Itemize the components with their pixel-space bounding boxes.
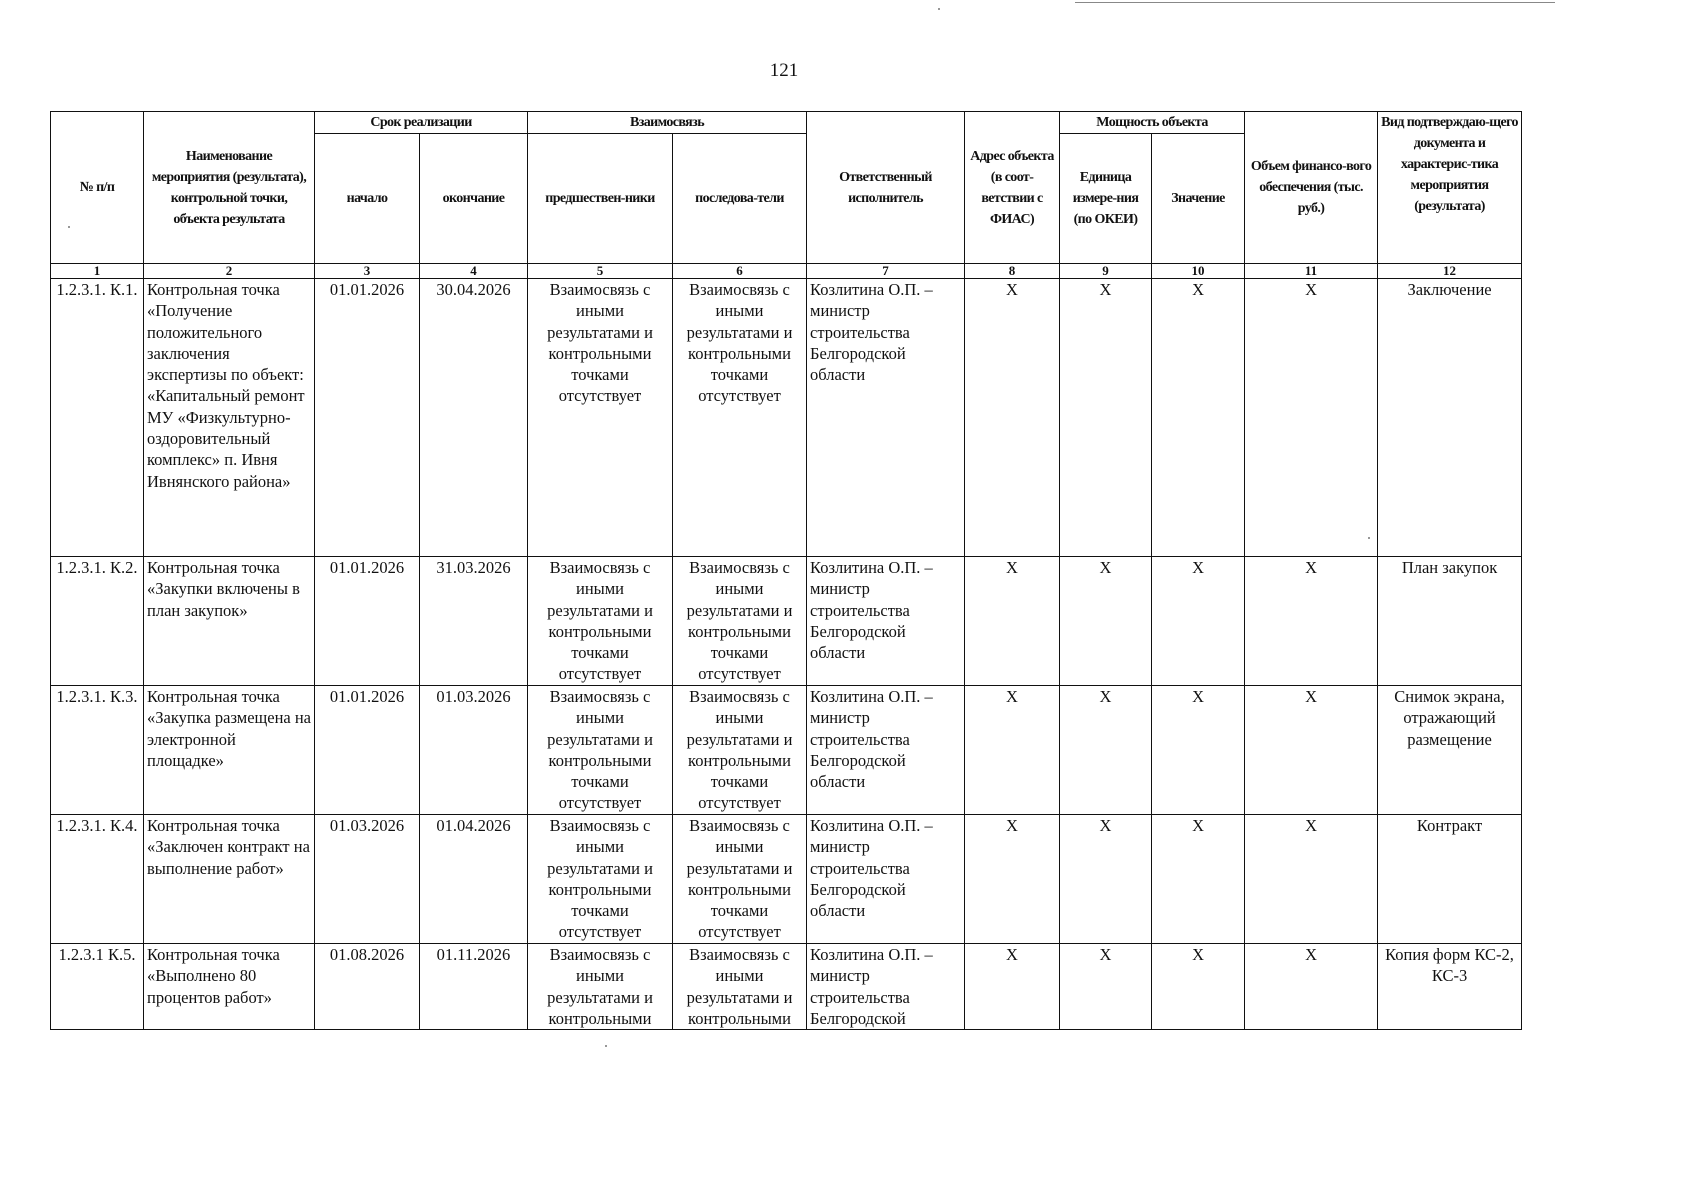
column-number: 5 (528, 264, 673, 279)
table-row (51, 557, 1522, 686)
cell-predecessors: Взаимосвязь с иными результатами и контрольными точками отсутствует (528, 557, 673, 686)
cell-finance: X (1245, 944, 1378, 1030)
cell-address: X (965, 815, 1060, 944)
cell-finance: X (1245, 815, 1378, 944)
cell-finance: X (1245, 557, 1378, 686)
cell-value: X (1152, 944, 1245, 1030)
header-successors: последова-тели (673, 134, 807, 264)
cell-num: 1.2.3.1. К.4. (51, 815, 144, 944)
header-term-group: Срок реализации (315, 112, 528, 134)
scan-speck (605, 1045, 607, 1047)
cell-doc-type: Снимок экрана, отражающий размещение (1378, 686, 1522, 815)
cell-unit: X (1060, 944, 1152, 1030)
cell-value: X (1152, 815, 1245, 944)
column-number: 2 (144, 264, 315, 279)
cell-name: Контрольная точка «Получение положительного заключения экспертизы по объект: «Капитальный ремонт МУ «Физкультурно-оздоровительный комплекс» п. Ивня Ивнянского района» (144, 279, 315, 557)
column-number: 3 (315, 264, 420, 279)
cell-start: 01.08.2026 (315, 944, 420, 1030)
header-capacity-group: Мощность объекта (1060, 112, 1245, 134)
scan-speck (938, 8, 940, 10)
cell-end: 30.04.2026 (420, 279, 528, 557)
cell-name: Контрольная точка «Заключен контракт на выполнение работ» (144, 815, 315, 944)
column-number: 6 (673, 264, 807, 279)
column-number-row (51, 264, 1522, 279)
column-number: 8 (965, 264, 1060, 279)
cell-num: 1.2.3.1. К.2. (51, 557, 144, 686)
column-number: 12 (1378, 264, 1522, 279)
cell-predecessors: Взаимосвязь с иными результатами и контрольными точками отсутствует (528, 686, 673, 815)
header-value: Значение (1152, 134, 1245, 264)
table-row (51, 815, 1522, 944)
cell-doc-type: Копия форм КС-2, КС-3 (1378, 944, 1522, 1030)
table-row (51, 686, 1522, 815)
cell-end: 01.03.2026 (420, 686, 528, 815)
cell-end: 01.11.2026 (420, 944, 528, 1030)
cell-name: Контрольная точка «Закупка размещена на электронной площадке» (144, 686, 315, 815)
header-responsible: Ответственный исполнитель (807, 112, 965, 264)
cell-unit: X (1060, 686, 1152, 815)
header-end: окончание (420, 134, 528, 264)
column-number: 7 (807, 264, 965, 279)
scan-speck (68, 226, 70, 228)
cell-start: 01.01.2026 (315, 279, 420, 557)
scan-speck (1368, 537, 1370, 539)
cell-successors: Взаимосвязь с иными результатами и контрольными точками отсутствует (673, 557, 807, 686)
table-row (51, 944, 1522, 1030)
cell-doc-type: Заключение (1378, 279, 1522, 557)
scan-top-rule (1075, 2, 1555, 3)
cell-name: Контрольная точка «Выполнено 80 процентов работ» (144, 944, 315, 1030)
cell-responsible: Козлитина О.П. – министр строительства Белгородской области (807, 279, 965, 557)
cell-address: X (965, 944, 1060, 1030)
cell-num: 1.2.3.1. К.3. (51, 686, 144, 815)
cell-doc-type: План закупок (1378, 557, 1522, 686)
cell-address: X (965, 557, 1060, 686)
header-predecessors: предшествен-ники (528, 134, 673, 264)
header-finance: Объем финансо-вого обеспечения (тыс. руб.) (1245, 112, 1378, 264)
header-name: Наименование мероприятия (результата), контрольной точки, объекта результата (144, 112, 315, 264)
cell-predecessors: Взаимосвязь с иными результатами и контрольными точками отсутствует (528, 279, 673, 557)
cell-end: 01.04.2026 (420, 815, 528, 944)
cell-start: 01.03.2026 (315, 815, 420, 944)
header-doc-type: Вид подтверждаю-щего документа и характерис-тика мероприятия (результата) (1378, 112, 1522, 264)
cell-successors: Взаимосвязь с иными результатами и контрольными точками отсутствует (673, 815, 807, 944)
header-num: № п/п (51, 112, 144, 264)
cell-start: 01.01.2026 (315, 557, 420, 686)
cell-value: X (1152, 557, 1245, 686)
column-number: 4 (420, 264, 528, 279)
cell-num: 1.2.3.1. К.1. (51, 279, 144, 557)
column-number: 9 (1060, 264, 1152, 279)
cell-unit: X (1060, 815, 1152, 944)
header-unit: Единица измере-ния (по ОКЕИ) (1060, 134, 1152, 264)
header-link-group: Взаимосвязь (528, 112, 807, 134)
cell-successors: Взаимосвязь с иными результатами и контрольными точками отсутствует (673, 686, 807, 815)
cell-responsible: Козлитина О.П. – министр строительства Белгородской (807, 944, 965, 1030)
cell-finance: X (1245, 279, 1378, 557)
cell-end: 31.03.2026 (420, 557, 528, 686)
cell-value: X (1152, 279, 1245, 557)
cell-successors: Взаимосвязь с иными результатами и контрольными точками отсутствует (673, 279, 807, 557)
header-address: Адрес объекта (в соот-ветствии с ФИАС) (965, 112, 1060, 264)
cell-unit: X (1060, 557, 1152, 686)
page-number: 121 (769, 60, 799, 81)
cell-start: 01.01.2026 (315, 686, 420, 815)
cell-predecessors: Взаимосвязь с иными результатами и контрольными точками отсутствует (528, 815, 673, 944)
cell-successors: Взаимосвязь с иными результатами и контрольными (673, 944, 807, 1030)
cell-num: 1.2.3.1 К.5. (51, 944, 144, 1030)
cell-address: X (965, 686, 1060, 815)
header-start: начало (315, 134, 420, 264)
cell-value: X (1152, 686, 1245, 815)
column-number: 1 (51, 264, 144, 279)
cell-responsible: Козлитина О.П. – министр строительства Белгородской области (807, 686, 965, 815)
cell-responsible: Козлитина О.П. – министр строительства Белгородской области (807, 557, 965, 686)
cell-predecessors: Взаимосвязь с иными результатами и контрольными (528, 944, 673, 1030)
cell-finance: X (1245, 686, 1378, 815)
cell-name: Контрольная точка «Закупки включены в план закупок» (144, 557, 315, 686)
cell-doc-type: Контракт (1378, 815, 1522, 944)
cell-address: X (965, 279, 1060, 557)
schedule-table (50, 111, 1522, 1030)
table-row (51, 279, 1522, 557)
column-number: 10 (1152, 264, 1245, 279)
column-number: 11 (1245, 264, 1378, 279)
cell-unit: X (1060, 279, 1152, 557)
cell-responsible: Козлитина О.П. – министр строительства Белгородской области (807, 815, 965, 944)
